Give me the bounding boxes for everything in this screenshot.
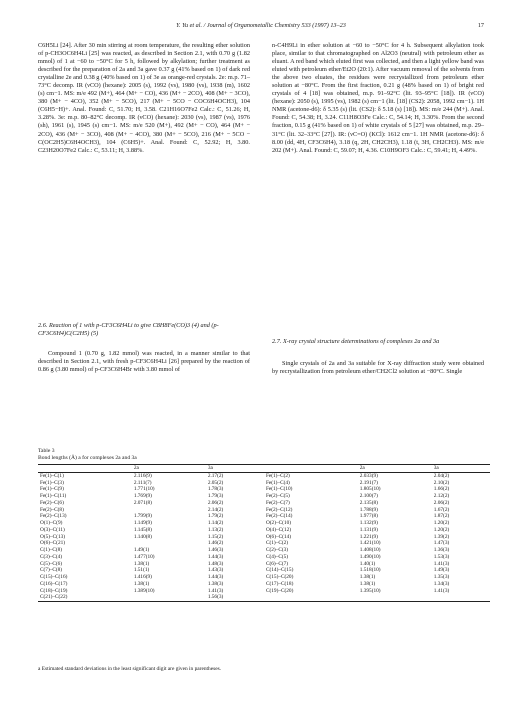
table-cell: 2.04(2) — [433, 472, 450, 479]
table-cell: 1.140(8) — [133, 533, 152, 540]
table-cell: 1.78(3) — [207, 486, 224, 493]
table-cell: 1.46(3) — [207, 547, 224, 553]
table-cell: 2.10(2) — [433, 479, 450, 486]
table-cell: Fe(2)–C(12) — [265, 506, 293, 513]
table-cell: C(6)–C(7) — [265, 560, 289, 567]
table-cell: 2.100(7) — [359, 493, 378, 499]
table-cell: Fe(2)–C(6) — [40, 499, 64, 506]
table-row — [38, 534, 490, 541]
right-column — [272, 42, 484, 155]
table-cell: C(5)–C(6) — [40, 560, 63, 567]
table-cell — [132, 540, 206, 547]
table-cell: 1.67(2) — [433, 506, 450, 513]
table-cell: 2.135(8) — [359, 499, 378, 506]
table-cell — [358, 594, 432, 601]
table-cell: O(2)–C(10) — [265, 520, 291, 526]
table-cell: 1.49(1) — [133, 547, 150, 553]
table-row — [38, 507, 490, 514]
table-cell: O(5)–C(13) — [40, 533, 66, 540]
table-row — [38, 540, 490, 547]
table-cell: 1.20(2) — [433, 520, 450, 526]
table-cell: C(15)–C(20) — [265, 574, 294, 580]
table-row — [38, 527, 490, 534]
table-cell: 1.20(2) — [433, 526, 450, 533]
table-cell: C(7)–C(8) — [40, 567, 63, 574]
table-cell: 1.771(10) — [133, 486, 155, 493]
table-cell: Fe(1)–C(3) — [40, 479, 64, 486]
table-cell: 1.87(2) — [433, 513, 450, 520]
table-caption — [38, 448, 137, 462]
table-cell: Fe(1)–C(4) — [265, 479, 290, 486]
section-2-7-title: 2.7. X-ray crystal structure determinations of complexes 2a and 3a — [272, 338, 440, 345]
table-cell: 1.34(3) — [433, 580, 450, 587]
table-footnote: a Estimated standard deviations in the least significant digit are given in parentheses. — [38, 666, 222, 672]
table-cell: O(3)–C(11) — [40, 526, 65, 533]
table-cell: C(16)–C(17) — [40, 580, 68, 587]
table-cell: 2.111(7) — [133, 479, 152, 486]
table-cell: 1.799(9) — [133, 513, 152, 520]
table-header-row — [38, 465, 490, 473]
table-cell: 1.44(3) — [207, 574, 224, 580]
table-cell: 1.518(10) — [359, 567, 381, 574]
table-title: Table 3 — [38, 448, 55, 454]
table-subtitle: Bond lengths (Å) a for complexes 2a and 3a — [38, 455, 137, 461]
table-cell: C(17)–C(18) — [265, 580, 294, 587]
table-cell: C(3)–C(4) — [40, 553, 63, 560]
right-paragraph-2: Single crystals of 2a and 3a suitable for X-ray diffraction study were obtained by recrystallization from petroleum ether/CH2Cl2 solution at −80°C. Single — [272, 360, 484, 376]
right-paragraph-1: n-C4H9Li in ether solution at −60 to −50°C for 4 h. Subsequent alkylation took place, similar to that chromatographed on Al2O3 (neutral) with petroleum ether as eluant. A red band which eluted first was collected, and then a light yellow band was eluted with petroleum ether/Et2O (20:1). After vacuum removal of the solvents from the above two eluates, the residues were recrystallized from petroleum ether solution at −80°C. From the first fraction, 0.21 g (48% based on 1) of bright red crystals of 4 [18] was obtained, m.p. 91–92°C (lit. 93–95°C [18]). IR (νCO) (hexane): 2050 (s), 1995 (vs), 1982 (s) cm−1 (lit. [18] (CS2): 2058, 1992 cm−1). 1H NMR (acetone-d6): δ 5.35 (s) (lit. (CS2): δ 5.18 (s) [18]). MS: m/e 244 (M+). Anal. Found: C, 54.38; H, 3.24. C11H8O3Fe Calc.: C, 54.14; H, 3.30%. From the second fraction, 0.15 g (41% based on 1) of white crystals of 5 [27] was obtained, m.p. 29–31°C (lit. 32–33°C [27]). IR: (νC=O) (KCl): 1612 cm−1. 1H NMR (acetone-d6): δ 8.00 (dd, 4H, CF3C6H4), 3.18 (q, 2H, CH2CH3), 1.18 (t, 3H, CH2CH3). MS: m/e 202 (M+). Anal. Found: C, 59.07; H, 4.36. C10H9OF3 Calc.: C, 59.41; H, 4.49%. — [272, 42, 484, 154]
table-cell: 1.56(3) — [206, 594, 264, 601]
table-header-cell: 3a — [206, 465, 264, 473]
table-row — [38, 567, 490, 574]
table-cell: 2.191(7) — [359, 479, 378, 486]
table-cell: Fe(1)–C(10) — [265, 486, 293, 493]
table-cell: 1.35(3) — [433, 574, 450, 580]
table-cell: 1.47(3) — [433, 540, 450, 547]
table-cell: Fe(2)–C(8) — [40, 506, 64, 513]
table-cell: 2.14(2) — [207, 506, 224, 513]
table-cell: 1.46(2) — [207, 540, 224, 547]
table-cell: C(21)–C(22) — [38, 594, 132, 601]
table-header-cell — [264, 465, 358, 473]
table-row — [38, 574, 490, 581]
table-cell: 1.53(3) — [433, 553, 450, 560]
table-cell: 1.149(9) — [133, 520, 152, 526]
table-row — [38, 554, 490, 561]
table-row — [38, 588, 490, 595]
table-cell: 1.40(1) — [359, 560, 376, 567]
table-cell: 1.79(3) — [207, 493, 224, 499]
table-row — [38, 493, 490, 500]
table-row — [38, 513, 490, 520]
table-cell: 1.38(1) — [359, 580, 376, 587]
table-row — [38, 480, 490, 487]
table-cell: O(1)–C(9) — [40, 520, 63, 526]
running-title: Y. Yu et al. / Journal of Organometallic Chemistry 533 (1997) 13–23 — [176, 22, 346, 29]
table-row — [38, 547, 490, 554]
table-cell: 1.66(2) — [433, 486, 450, 493]
table-cell: Fe(1)–C(1) — [40, 472, 64, 479]
table-cell: 1.38(1) — [133, 560, 150, 567]
table-cell: 1.132(9) — [359, 520, 378, 526]
table-row — [38, 486, 490, 493]
table-cell: 1.490(10) — [359, 553, 381, 560]
table-cell: Fe(2)–C(13) — [40, 513, 67, 520]
table-cell: 1.788(9) — [359, 506, 378, 513]
left-column — [38, 42, 250, 155]
left-paragraph-1: C6H5Li [24]. After 30 min stirring at room temperature, the resulting ether solution of p-CH3OC6H4Li [25] was reacted, as described in Section 2.1, with 0.70 g (1.82 mmol) of 1 at −60 to −50°C for 5 h, followed by alkylation; further treatment as described for the preparation of 2a and 3a gave 0.37 g (41% based on 1) of dark red crystalline 2e and 0.38 g (40% based on 1) of 3e as orange-red crystals. 2e: m.p. 71–73°C decomp. IR (νCO) (hexane): 2005 (s), 1992 (vs), 1980 (vs), 1938 (m), 1602 (s) cm−1. MS: m/e 492 (M+), 464 (M+ − CO), 436 (M+ − 2CO), 408 (M+ − 3CO), 380 (M+ − 4CO), 352 (M+ − 5CO), 217 (M+ − 5CO − COC6H4OCH3), 104 (C6H5−H)+. Anal. Found: C, 51.70; H, 3.58. C21H16O7Fe2 Calc.: C, 51.26; H, 3.28%. 3e: m.p. 80–82°C decomp. IR (νCO) (hexane): 2030 (vs), 1987 (vs), 1976 (sh), 1961 (s), 1945 (s) cm−1. MS: m/e 520 (M+), 492 (M+ − CO), 464 (M+ − 2CO), 436 (M+ − 3CO), 408 (M+ − 4CO), 380 (M+ − 5CO), 216 (M+ − 5CO − C(OC2H5)C6H4OCH3), 104 (C6H5)+. Anal. Found: C, 52.92; H, 3.80. C23H20O7Fe2 Calc.: C, 53.11; H, 3.88%. — [38, 42, 250, 154]
table-cell: C(1)–C(2) — [265, 540, 289, 547]
table-header-cell: 2a — [358, 465, 432, 473]
table-cell: 1.38(1) — [359, 574, 376, 580]
table-cell: 1.41(3) — [433, 587, 450, 594]
table-cell: C(1)–C(8) — [40, 547, 63, 553]
table-cell: O(4)–C(12) — [265, 526, 291, 533]
table-cell: 2.12(2) — [433, 493, 450, 499]
table-cell: C(14)–C(15) — [265, 567, 294, 574]
table-cell: 1.15(2) — [207, 533, 224, 540]
table-cell: 1.51(1) — [133, 567, 150, 574]
table-cell: O(6)–C(21) — [40, 540, 66, 547]
table-row — [38, 472, 490, 479]
table-cell — [264, 594, 358, 601]
table-cell: 1.805(10) — [359, 486, 381, 493]
table-cell: 1.221(9) — [359, 533, 378, 540]
table-row — [38, 500, 490, 507]
table-row — [38, 581, 490, 588]
table-cell: 1.38(1) — [133, 580, 150, 587]
table-cell: Fe(1)–C(9) — [40, 486, 64, 493]
table-cell: 2.05(2) — [207, 479, 224, 486]
table-cell: 1.48(3) — [207, 560, 224, 567]
table-cell: Fe(1)–C(2) — [265, 472, 290, 479]
running-header — [38, 22, 484, 34]
table-cell: 1.389(10) — [133, 587, 155, 594]
table-cell: Fe(1)–C(11) — [40, 493, 67, 499]
table-header-cell: 2a — [132, 465, 206, 473]
table-cell: Fe(2)–C(5) — [265, 493, 290, 499]
table-cell: Fe(2)–C(7) — [265, 499, 290, 506]
table-cell: 1.977(8) — [359, 513, 378, 520]
table-cell: 1.79(2) — [207, 513, 224, 520]
table-cell: 1.477(10) — [133, 553, 155, 560]
table-cell: C(15)–C(16) — [40, 574, 68, 580]
table-cell — [432, 594, 490, 601]
table-cell: 1.145(8) — [133, 526, 152, 533]
table-cell: 1.13(2) — [207, 526, 224, 533]
table-cell: 1.408(10) — [359, 547, 381, 553]
table-row — [38, 594, 490, 601]
table-row — [38, 520, 490, 527]
table-cell: 1.49(3) — [433, 567, 450, 574]
table-cell: 1.421(10) — [359, 540, 381, 547]
table-header-cell: 3a — [432, 465, 490, 473]
bond-lengths-table — [38, 464, 490, 602]
table-cell: 1.769(9) — [133, 493, 152, 499]
table-cell: 1.44(3) — [207, 553, 224, 560]
table-cell: 1.395(10) — [359, 587, 381, 594]
table-cell: C(18)–C(19) — [40, 587, 68, 594]
table-cell: 2.116(9) — [133, 472, 152, 479]
table-cell: 2.06(2) — [207, 499, 224, 506]
table-cell: 1.14(2) — [207, 520, 224, 526]
table-cell: O(6)–C(14) — [265, 533, 291, 540]
table-header-cell — [38, 465, 132, 473]
table-cell: C(19)–C(20) — [265, 587, 294, 594]
table-cell: C(4)–C(5) — [265, 553, 289, 560]
table-cell: 1.43(3) — [207, 567, 224, 574]
table-cell: 1.131(9) — [359, 526, 378, 533]
table-cell: 2.033(9) — [359, 472, 378, 479]
table-cell: 2.17(2) — [207, 472, 224, 479]
table-cell: 1.416(9) — [133, 574, 152, 580]
table-cell: C(2)–C(3) — [265, 547, 289, 553]
table-cell: 2.071(8) — [133, 499, 152, 506]
page-number: 17 — [477, 22, 484, 29]
table-cell: 1.41(3) — [207, 587, 224, 594]
table-cell: 1.38(3) — [207, 580, 224, 587]
table-cell: 1.36(3) — [433, 547, 450, 553]
table-cell: 2.06(2) — [433, 499, 450, 506]
left-paragraph-2: Compound 1 (0.70 g, 1.82 mmol) was reacted, in a manner similar to that described in Section 2.1, with fresh p-CF3C6H4Li [26] prepared by the reaction of 0.86 g (3.80 mmol) of p-CF3C6H4Br with 3.80 mmol of — [38, 350, 250, 374]
table-cell: Fe(2)–C(14) — [265, 513, 293, 520]
table-cell: 1.39(2) — [433, 533, 450, 540]
table-row — [38, 561, 490, 568]
table-cell: 1.41(3) — [433, 560, 450, 567]
table-cell — [132, 594, 206, 601]
section-2-6-title: 2.6. Reaction of 1 with p-CF3C6H4Li to give C8H8Fe(CO)3 (4) and (p-CF3C6H4)C(C2H5) (5) — [38, 322, 219, 338]
